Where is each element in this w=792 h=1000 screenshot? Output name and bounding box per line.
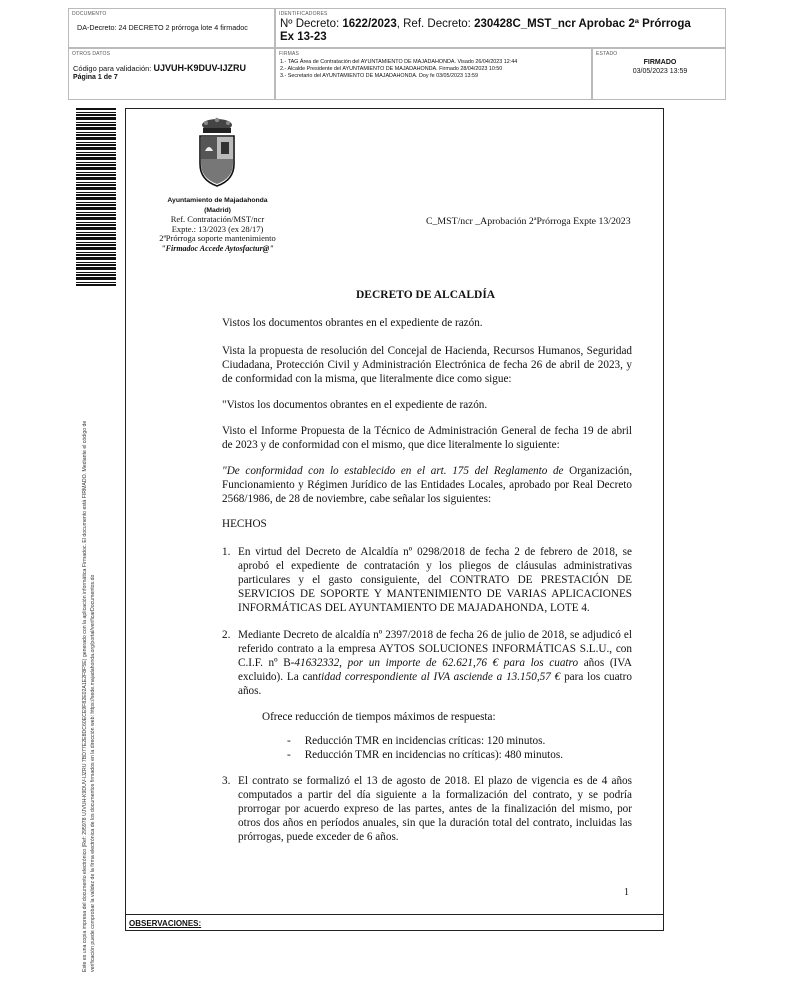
side-verification-note-2: verificación puede comprobar la validez de la firma electrónica de los documentos firmados en la dirección web: https://sede.majadahonda.org/portal/verificarDocumentos.do [90, 574, 96, 972]
header-identificadores-cell [275, 8, 726, 48]
paragraph-1: Vistos los documentos obrantes en el expediente de razón. [222, 317, 483, 329]
firma-2: 2.- Alcalde Presidente del AYUNTAMIENTO DE MAJADAHONDA. Firmado 28/04/2023 10:50 [280, 66, 503, 72]
paragraph-3: "Vistos los documentos obrantes en el expediente de razón. [222, 399, 488, 411]
fact-number: 2. [222, 629, 231, 641]
page-number: 1 [624, 887, 629, 898]
fact-2-part-b: 41632332, por un importe de 62.621,76 € para los cuatro [294, 657, 579, 669]
estado-label: ESTADO [596, 51, 618, 57]
firmadoc-label: "Firmadoc Accede Aytosfactur@" [161, 243, 274, 253]
fact-text: En virtud del Decreto de Alcaldía nº 0298/2018 de fecha 2 de febrero de 2018, se aprobó el expediente de contratación y los pliegos de cláusulas administrativas particulares y el gasto consiguiente, del CONTRATO DE PRESTACIÓN DE SERVICIOS DE SOPORTE Y MANTENIMIENTO DE VARIAS APLICACIONES INFORMÁTICAS DEL AYUNTAMIENTO DE MAJADAHONDA, LOTE 4. [238, 546, 632, 614]
codigo-value: UJVUH-K9DUV-IJZRU [153, 63, 246, 73]
paragraph-5-rest: Organización, Funcionamiento y Régimen Jurídico de las Entidades Locales, aprobado por Real Decreto 2568/1986, de 28 de noviembre, cabe señalar los siguientes: [222, 465, 632, 505]
codigo-prefix: Código para validación: [73, 64, 154, 73]
decree-title: DECRETO DE ALCALDÍA [356, 289, 496, 301]
org-province: (Madrid) [204, 206, 231, 214]
decreto-identifier [280, 18, 700, 44]
reduction-item: - Reducción TMR en incidencias no críticas): 480 minutos. [287, 749, 564, 761]
paragraph-5 [222, 464, 632, 506]
paragraph-5-italic: "De conformidad con lo establecido en el art. 175 del Reglamento de [222, 465, 570, 477]
fact-2 [222, 628, 632, 698]
right-reference: C_MST/ncr _Aprobación 2ªPrórroga Expte 13/2023 [426, 216, 631, 227]
decreto-prefix: Nº Decreto: [280, 18, 343, 30]
fact-2-part-c: años (IVA excluido). La can [238, 657, 632, 683]
header-documento-cell [68, 8, 275, 48]
fact-1 [222, 545, 632, 615]
firmas-label: FIRMAS [279, 51, 300, 57]
page-count: Página 1 de 7 [73, 74, 118, 81]
reduction-text: Reducción TMR en incidencias no críticas): 480 minutos. [304, 749, 564, 761]
fact-number: 3. [222, 775, 231, 787]
coat-of-arms-icon [194, 116, 240, 188]
ref-contratacion: Ref. Contratación/MST/ncr [170, 214, 265, 224]
fact-2-part-e: para los cuatro años. [238, 671, 632, 697]
decreto-number: 1622/2023 [342, 18, 397, 30]
firma-3: 3.- Secretario del AYUNTAMIENTO DE MAJADAHONDA. Doy fe 03/05/2023 13:59 [280, 73, 479, 79]
reduction-text: Reducción TMR en incidencias críticas: 120 minutos. [304, 735, 546, 747]
estado-date: 03/05/2023 13:59 [632, 68, 688, 75]
fact-text [238, 628, 632, 698]
documento-value: DA-Decreto: 24 DECRETO 2 prórroga lote 4 firmadoc [77, 23, 248, 32]
fact-text: El contrato se formalizó el 13 de agosto de 2018. El plazo de vigencia es de 4 años computados a partir del día siguiente a la formalización del contrato, y se podría prorrogar por acuerdo expreso de las partes, antes de la finalización del mismo, por otros dos años en períodos anuales, sin que la duración total del contrato, incluidas las prórrogas, puede exceder de 6 años. [238, 775, 632, 843]
paragraph-4: Visto el Informe Propuesta de la Técnico de Administración General de fecha 19 de abril de 2023 y de conformidad con el mismo, que dice literalmente lo siguiente: [222, 425, 632, 451]
expediente: Expte.: 13/2023 (ex 28/17) [171, 223, 264, 234]
documento-label: DOCUMENTO [72, 11, 107, 17]
observaciones-label: OBSERVACIONES: [125, 914, 664, 931]
firma-1: 1.- TAG Área de Contratación del AYUNTAMIENTO DE MAJADAHONDA. Visado 26/04/2023 12:44 [280, 59, 518, 65]
otros-label: OTROS DATOS [72, 51, 111, 57]
ref-value: 230428C_MST_ncr Aprobac 2ª Prórroga Ex 13-23 [280, 18, 691, 43]
estado-value: FIRMADO [643, 59, 677, 66]
header-estado-cell [592, 48, 726, 100]
org-name: Ayuntamiento de Majadahonda [167, 197, 268, 204]
extension-label: 2ªPrórroga soporte mantenimiento [159, 233, 276, 243]
reduction-item: - Reducción TMR en incidencias críticas: 120 minutos. [287, 735, 546, 747]
identificadores-label: IDENTIFICADORES [279, 11, 328, 17]
fact-2-part-d: tidad correspondiente al IVA asciende a 13.150,57 € [318, 671, 561, 683]
fact-number: 1. [222, 546, 231, 558]
left-info-block [150, 196, 285, 253]
fact-3 [222, 774, 632, 844]
barcode [76, 108, 116, 286]
hechos-heading: HECHOS [222, 518, 267, 530]
fact-2-part-a: Mediante Decreto de alcaldía nº 2397/2018 de fecha 26 de julio de 2018, se adjudicó el referido contrato a la empresa AYTOS SOLUCIONES INFORMÁTICAS S.L.U., con C.I.F. nº B- [238, 629, 632, 669]
ref-prefix: , Ref. Decreto: [396, 18, 475, 30]
side-verification-note-1: Este es una copia impresa del documento electrónico (Ref: 295978 UJVUH-K9DUV-IJZRU 7BD77E2E8DC60ECE9F82E02A1E2F8F5E) generado con la aplicación informática Firmadoc. El documento está FIRMADO. Mediante el código de [82, 420, 88, 972]
header-otros-cell [68, 48, 275, 100]
header-firmas-cell [275, 48, 592, 100]
paragraph-2: Vista la propuesta de resolución del Concejal de Hacienda, Recursos Humanos, Seguridad Ciudadana, Protección Civil y Administración Electrónica de fecha 26 de abril de 2023, y de conformidad con la misma, que literalmente dice como sigue: [222, 345, 632, 385]
validation-code [73, 63, 246, 73]
offer-text: Ofrece reducción de tiempos máximos de respuesta: [262, 711, 496, 723]
